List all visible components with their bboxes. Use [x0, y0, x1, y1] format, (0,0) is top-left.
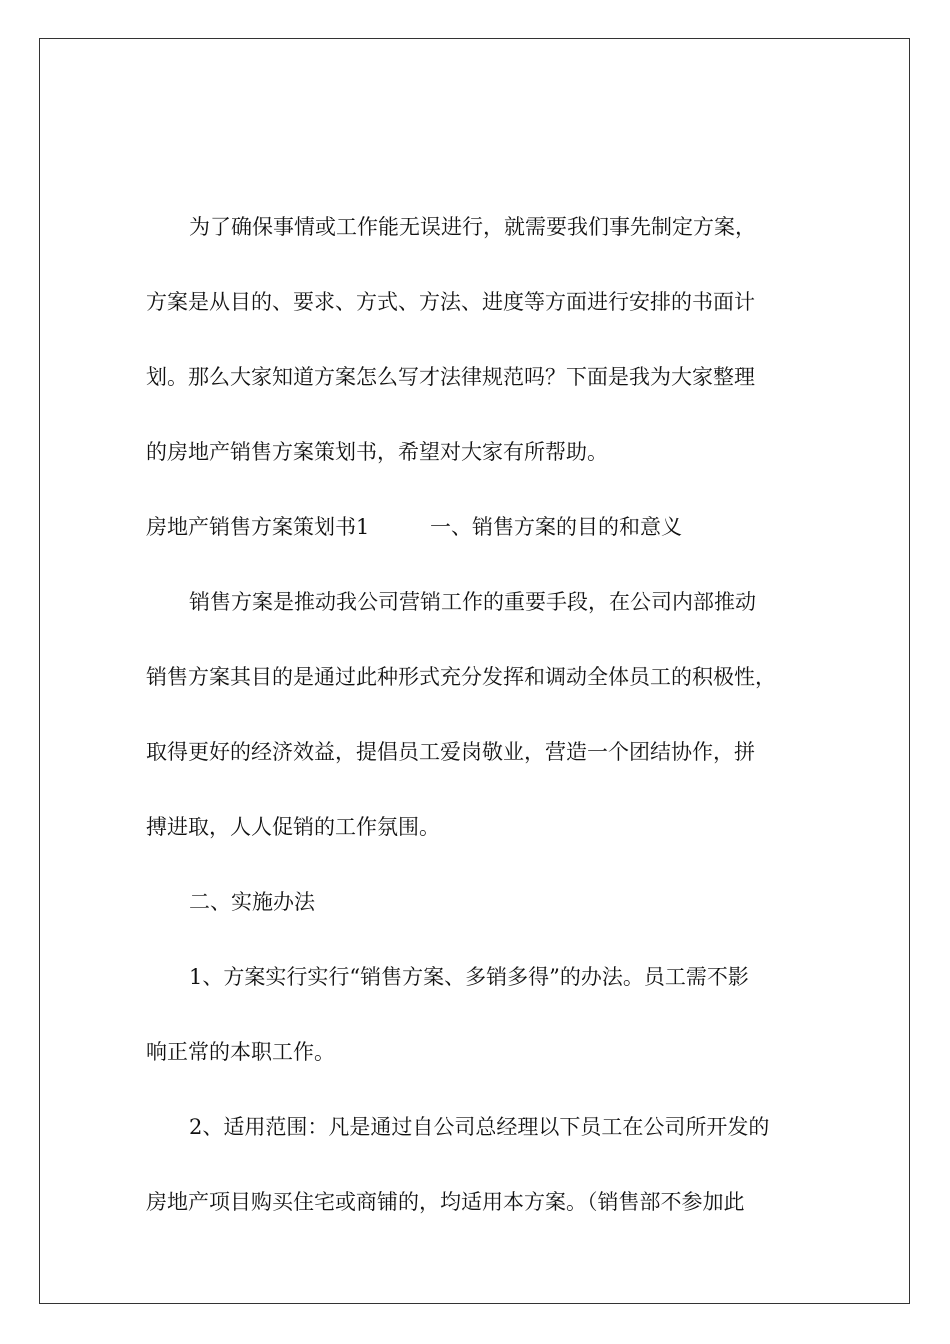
doc-title: 房地产销售方案策划书1 — [146, 515, 370, 539]
intro-line-3: 划。那么大家知道方案怎么写才法律规范吗？下面是我为大家整理 — [146, 365, 755, 389]
section-2-title: 二、实施办法 — [189, 890, 315, 914]
item-1-line-2: 响正常的本职工作。 — [146, 1040, 335, 1064]
section-1-title: 一、销售方案的目的和意义 — [430, 515, 682, 539]
intro-line-1: 为了确保事情或工作能无误进行，就需要我们事先制定方案， — [189, 215, 756, 239]
section-1-line-4: 搏进取，人人促销的工作氛围。 — [146, 815, 440, 839]
section-1-line-3: 取得更好的经济效益，提倡员工爱岗敬业，营造一个团结协作，拼 — [146, 740, 755, 764]
section-1-line-2: 销售方案其目的是通过此种形式充分发挥和调动全体员工的积极性， — [146, 665, 776, 689]
section-1-line-1: 销售方案是推动我公司营销工作的重要手段，在公司内部推动 — [189, 590, 756, 614]
intro-line-4: 的房地产销售方案策划书，希望对大家有所帮助。 — [146, 440, 608, 464]
item-2-line-2: 房地产项目购买住宅或商铺的，均适用本方案。（销售部不参加此 — [146, 1190, 745, 1214]
item-1-line-1: 1、方案实行实行“销售方案、多销多得”的办法。员工需不影 — [189, 965, 749, 989]
item-2-line-1: 2、适用范围：凡是通过自公司总经理以下员工在公司所开发的 — [189, 1115, 770, 1139]
intro-line-2: 方案是从目的、要求、方式、方法、进度等方面进行安排的书面计 — [146, 290, 755, 314]
